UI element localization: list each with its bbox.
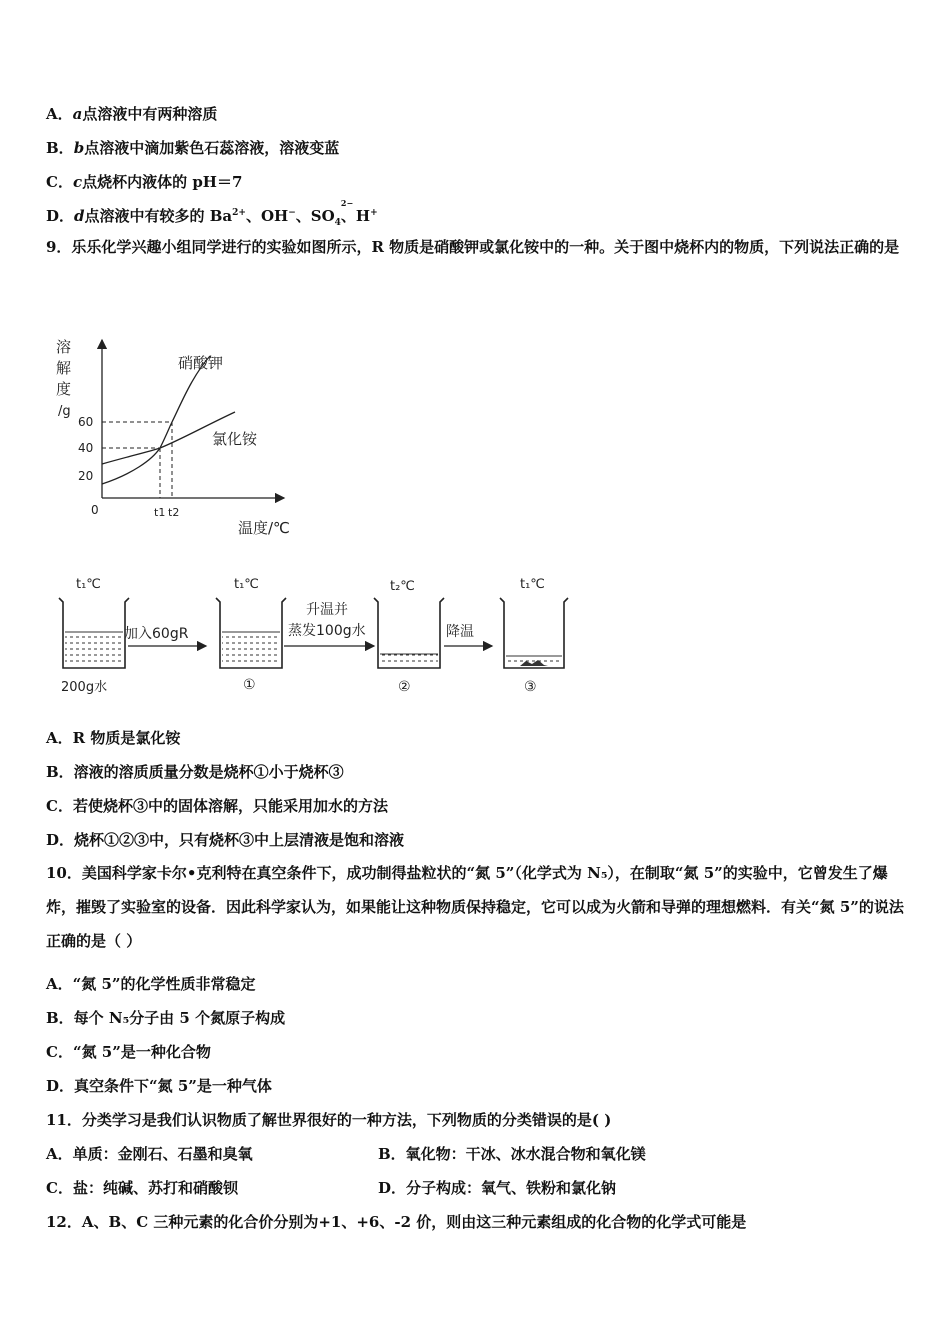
q11-option-d: D．分子构成：氧气、铁粉和氯化钠 [378, 1179, 617, 1197]
beaker3-label: ③ [524, 679, 537, 695]
q9-option-c: C．若使烧杯③中的固体溶解，只能采用加水的方法 [46, 797, 388, 815]
q9-option-b: B．溶液的溶质质量分数是烧杯①小于烧杯③ [46, 763, 344, 781]
x-axis-label: 温度/℃ [238, 519, 290, 537]
beaker0-label: 200g水 [61, 680, 108, 695]
q11-option-a: A．单质：金刚石、石墨和臭氧 [46, 1145, 253, 1163]
q8-option-b: B．b点溶液中滴加紫色石蕊溶液，溶液变蓝 [46, 139, 340, 157]
y-tick-60: 60 [78, 415, 94, 429]
q10-option-d: D．真空条件下“氮 5”是一种气体 [46, 1077, 272, 1095]
arrow2-label-line2: 蒸发100g水 [288, 623, 366, 639]
beaker-diagram [40, 568, 600, 698]
beaker2-label: ② [398, 679, 411, 695]
curve-kno3 [102, 356, 210, 484]
arrow1-label: 加入60gR [124, 626, 189, 642]
beaker1-temp: t₁℃ [234, 577, 259, 592]
q10-stem: 10．美国科学家卡尔•克利特在真空条件下，成功制得盐粒状的“氮 5”（化学式为 N₅），在制取“氮 5”的实验中，它曾发生了爆炸，摧毁了实验室的设备．因此科学家认为，如果能让这种物质保持稳定，它可以成为火箭和导弹的理想燃料．有关“氮 5”的说法正确的是（ ） [46, 864, 904, 950]
beaker2-liquid [380, 654, 438, 666]
beaker1-label: ① [243, 677, 256, 693]
origin-label: 0 [91, 503, 99, 517]
beaker1-liquid [222, 632, 280, 666]
beaker3-temp: t₁℃ [520, 577, 545, 592]
y-label-char-2: 解 [56, 359, 72, 377]
y-tick-20: 20 [78, 469, 94, 483]
y-label-char-3: 度 [56, 380, 72, 398]
y-label-char-4: /g [58, 404, 71, 419]
arrow2-label-line1: 升温并 [306, 602, 348, 618]
beaker0-temp: t₁℃ [76, 577, 101, 592]
y-label-char-1: 溶 [56, 338, 72, 356]
q11-stem: 11．分类学习是我们认识物质了解世界很好的一种方法，下列物质的分类错误的是( ) [46, 1111, 612, 1129]
series-label-nh4cl: 氯化铵 [212, 430, 258, 448]
q10-option-a: A．“氮 5”的化学性质非常稳定 [46, 975, 256, 993]
q11-option-b: B．氧化物：干冰、冰水混合物和氧化镁 [378, 1145, 646, 1163]
x-tick-t2: t2 [168, 506, 180, 519]
q8-option-d: D．d点溶液中有较多的 $Ba^{2+}$、OH−、$SO_4$ 2− 、H+ [46, 198, 378, 228]
beaker2-temp: t₂℃ [390, 579, 415, 594]
q12-stem: 12．A、B、C 三种元素的化合价分别为+1、+6、-2 价，则由这三种元素组成的化合物的化学式可能是 [46, 1213, 747, 1231]
solubility-chart [40, 328, 320, 543]
q10-option-b: B．每个 N₅分子由 5 个氮原子构成 [46, 1009, 286, 1027]
x-tick-t1: t1 [154, 506, 166, 519]
q9-option-a: A．R 物质是氯化铵 [46, 729, 181, 747]
beaker0-liquid [65, 632, 123, 666]
q8-option-c: C．c点烧杯内液体的 pH＝7 [46, 173, 243, 191]
q8-option-a: A．a点溶液中有两种溶质 [46, 105, 218, 123]
arrow3-label: 降温 [446, 624, 474, 640]
q11-option-c: C．盐：纯碱、苏打和硝酸钡 [46, 1179, 238, 1197]
q9-option-d: D．烧杯①②③中，只有烧杯③中上层清液是饱和溶液 [46, 831, 405, 849]
series-label-kno3: 硝酸钾 [178, 354, 224, 372]
y-tick-40: 40 [78, 441, 94, 455]
q9-stem: 9．乐乐化学兴趣小组同学进行的实验如图所示，R 物质是硝酸钾或氯化铵中的一种。关于图中烧杯内的物质，下列说法正确的是 [46, 238, 900, 256]
q10-option-c: C．“氮 5”是一种化合物 [46, 1043, 211, 1061]
